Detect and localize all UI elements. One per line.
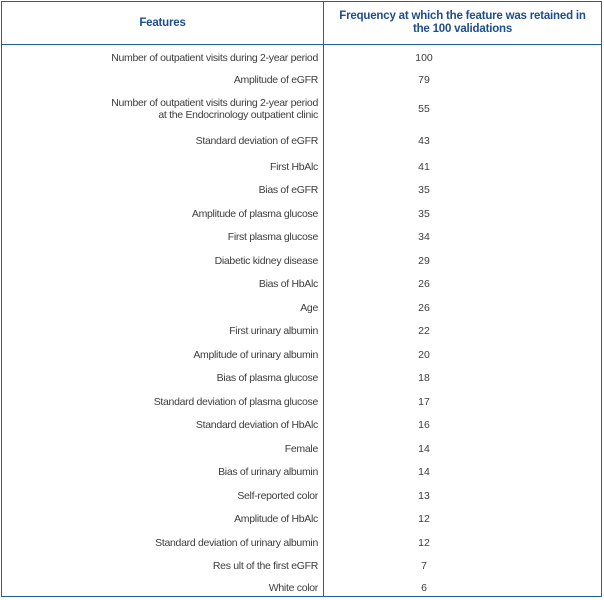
frequency-cell: 26	[418, 278, 430, 290]
feature-cell: Self-reported color	[237, 490, 318, 502]
feature-cell: Standard deviation of urinary albumin	[155, 537, 318, 549]
feature-cell: Standard deviation of HbAlc	[195, 419, 318, 431]
feature-frequency-table	[1, 1, 602, 597]
feature-cell: Standard deviation of eGFR	[195, 135, 318, 147]
feature-cell: Number of outpatient visits during 2-year period at the Endocrinology outpatient clinic	[111, 97, 318, 121]
frequency-cell: 41	[418, 161, 430, 173]
frequency-cell: 14	[418, 466, 430, 478]
feature-cell: Bias of HbAlc	[258, 278, 318, 290]
feature-cell: Amplitude of plasma glucose	[191, 208, 318, 220]
column-divider	[323, 2, 324, 596]
header-frequency: Frequency at which the feature was retained in the 100 validations	[339, 10, 586, 35]
feature-cell: Bias of eGFR	[258, 184, 318, 196]
frequency-cell: 79	[418, 74, 430, 86]
frequency-cell: 100	[415, 52, 433, 64]
frequency-cell: 22	[418, 325, 430, 337]
feature-cell: First urinary albumin	[229, 325, 318, 337]
feature-cell: Res ult of the first eGFR	[212, 560, 318, 572]
frequency-cell: 16	[418, 419, 430, 431]
frequency-cell: 14	[418, 443, 430, 455]
feature-cell: Amplitude of urinary albumin	[193, 349, 318, 361]
frequency-cell: 18	[418, 372, 430, 384]
frequency-cell: 20	[418, 349, 430, 361]
feature-cell: First HbAlc	[269, 161, 318, 173]
feature-cell: Standard deviation of plasma glucose	[153, 396, 318, 408]
frequency-cell: 26	[418, 302, 430, 314]
frequency-cell: 12	[418, 513, 430, 525]
table-header-row	[2, 2, 601, 45]
frequency-cell: 55	[418, 103, 430, 115]
header-features: Features	[139, 17, 186, 29]
feature-cell: Amplitude of eGFR	[233, 74, 318, 86]
frequency-cell: 6	[421, 582, 427, 594]
frequency-cell: 17	[418, 396, 430, 408]
frequency-cell: 43	[418, 135, 430, 147]
frequency-cell: 35	[418, 184, 430, 196]
frequency-cell: 34	[418, 231, 430, 243]
frequency-cell: 29	[418, 255, 430, 267]
frequency-cell: 12	[418, 537, 430, 549]
feature-cell: Age	[300, 302, 318, 314]
feature-cell: Diabetic kidney disease	[214, 255, 318, 267]
feature-cell: Female	[284, 443, 318, 455]
feature-cell: First plasma glucose	[227, 231, 318, 243]
frequency-cell: 35	[418, 208, 430, 220]
feature-cell: Bias of plasma glucose	[216, 372, 318, 384]
feature-cell: White color	[268, 582, 318, 594]
frequency-cell: 13	[418, 490, 430, 502]
feature-cell: Bias of urinary albumin	[218, 466, 318, 478]
feature-cell: Number of outpatient visits during 2-year period	[111, 52, 318, 64]
feature-cell: Amplitude of HbAlc	[234, 513, 318, 525]
frequency-cell: 7	[421, 560, 427, 572]
